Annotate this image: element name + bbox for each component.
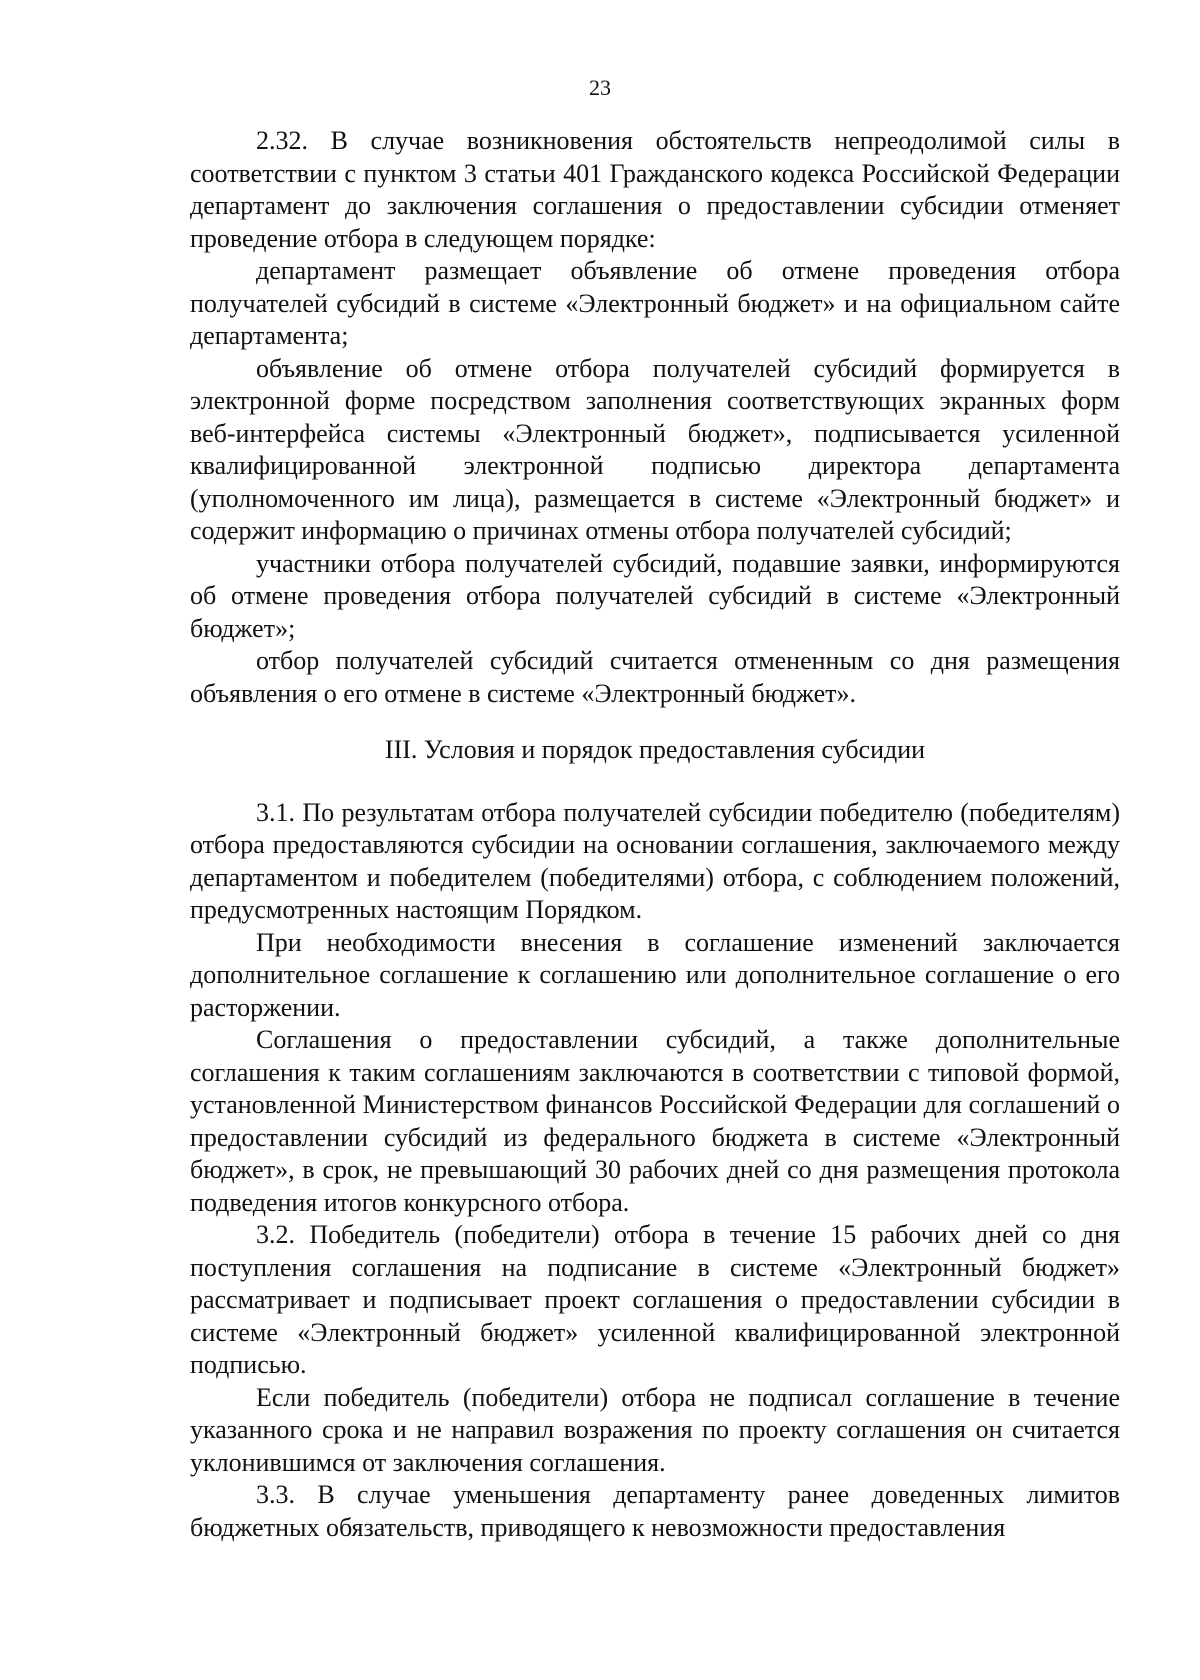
paragraph-3-3: 3.3. В случае уменьшения департаменту ранее доведенных лимитов бюджетных обязательств, приводящего к невозможности предоставления (190, 1480, 1120, 1542)
section-heading: III. Условия и порядок предоставления субсидии (384, 735, 926, 764)
paragraph-cancel-announcement: департамент размещает объявление об отмене проведения отбора получателей субсидий в системе «Электронный бюджет» и на официальном сайте департамента; (190, 256, 1120, 350)
document-body (190, 125, 1120, 1544)
paragraph-agreements-standard-form: Соглашения о предоставлении субсидий, а также дополнительные соглашения к таким соглашениям заключаются в соответствии с типовой формой, установленной Министерством финансов Российской Федерации для соглашений о предоставлении субсидий из федерального бюджета в системе «Электронный бюджет», в срок, не превышающий 30 рабочих дней со дня размещения протокола подведения итогов конкурсного отбора. (190, 1025, 1120, 1217)
paragraph-winner-evasion: Если победитель (победители) отбора не подписал соглашение в течение указанного срока и не направил возражения по проекту соглашения он считается уклонившимся от заключения соглашения. (190, 1382, 1120, 1477)
paragraph-3-2: 3.2. Победитель (победители) отбора в течение 15 рабочих дней со дня поступления соглашения на подписание в системе «Электронный бюджет» рассматривает и подписывает проект соглашения о предоставлении субсидии в системе «Электронный бюджет» усиленной квалифицированной электронной подписью. (190, 1220, 1120, 1379)
paragraph-3-1: 3.1. По результатам отбора получателей субсидии победителю (победителям) отбора предоставляются субсидии на основании соглашения, заключаемого между департаментом и победителем (победителями) отбора, с соблюдением положений, предусмотренных настоящим Порядком. (190, 797, 1120, 924)
paragraph-2-32: 2.32. В случае возникновения обстоятельств непреодолимой силы в соответствии с пунктом 3 статьи 401 Гражданского кодекса Российской Федерации департамент до заключения соглашения о предоставлении субсидии отменяет проведение отбора в следующем порядке: (190, 126, 1120, 253)
page-number: 23 (589, 75, 611, 100)
paragraph-announcement-form: объявление об отмене отбора получателей субсидий формируется в электронной форме посредством заполнения соответствующих экранных форм веб-интерфейса системы «Электронный бюджет», подписывается усиленной квалифицированной электронной подписью директора департамента (уполномоченного им лица), размещается в системе «Электронный бюджет» и содержит информацию о причинах отмены отбора получателей субсидий; (190, 353, 1120, 545)
paragraph-participants-informed: участники отбора получателей субсидий, подавшие заявки, информируются об отмене проведения отбора получателей субсидий в системе «Электронный бюджет»; (190, 548, 1120, 643)
paragraph-selection-cancelled: отбор получателей субсидий считается отмененным со дня размещения объявления о его отмене в системе «Электронный бюджет». (190, 646, 1120, 708)
paragraph-additional-agreement: При необходимости внесения в соглашение изменений заключается дополнительное соглашение к соглашению или дополнительное соглашение о его расторжении. (190, 927, 1120, 1022)
